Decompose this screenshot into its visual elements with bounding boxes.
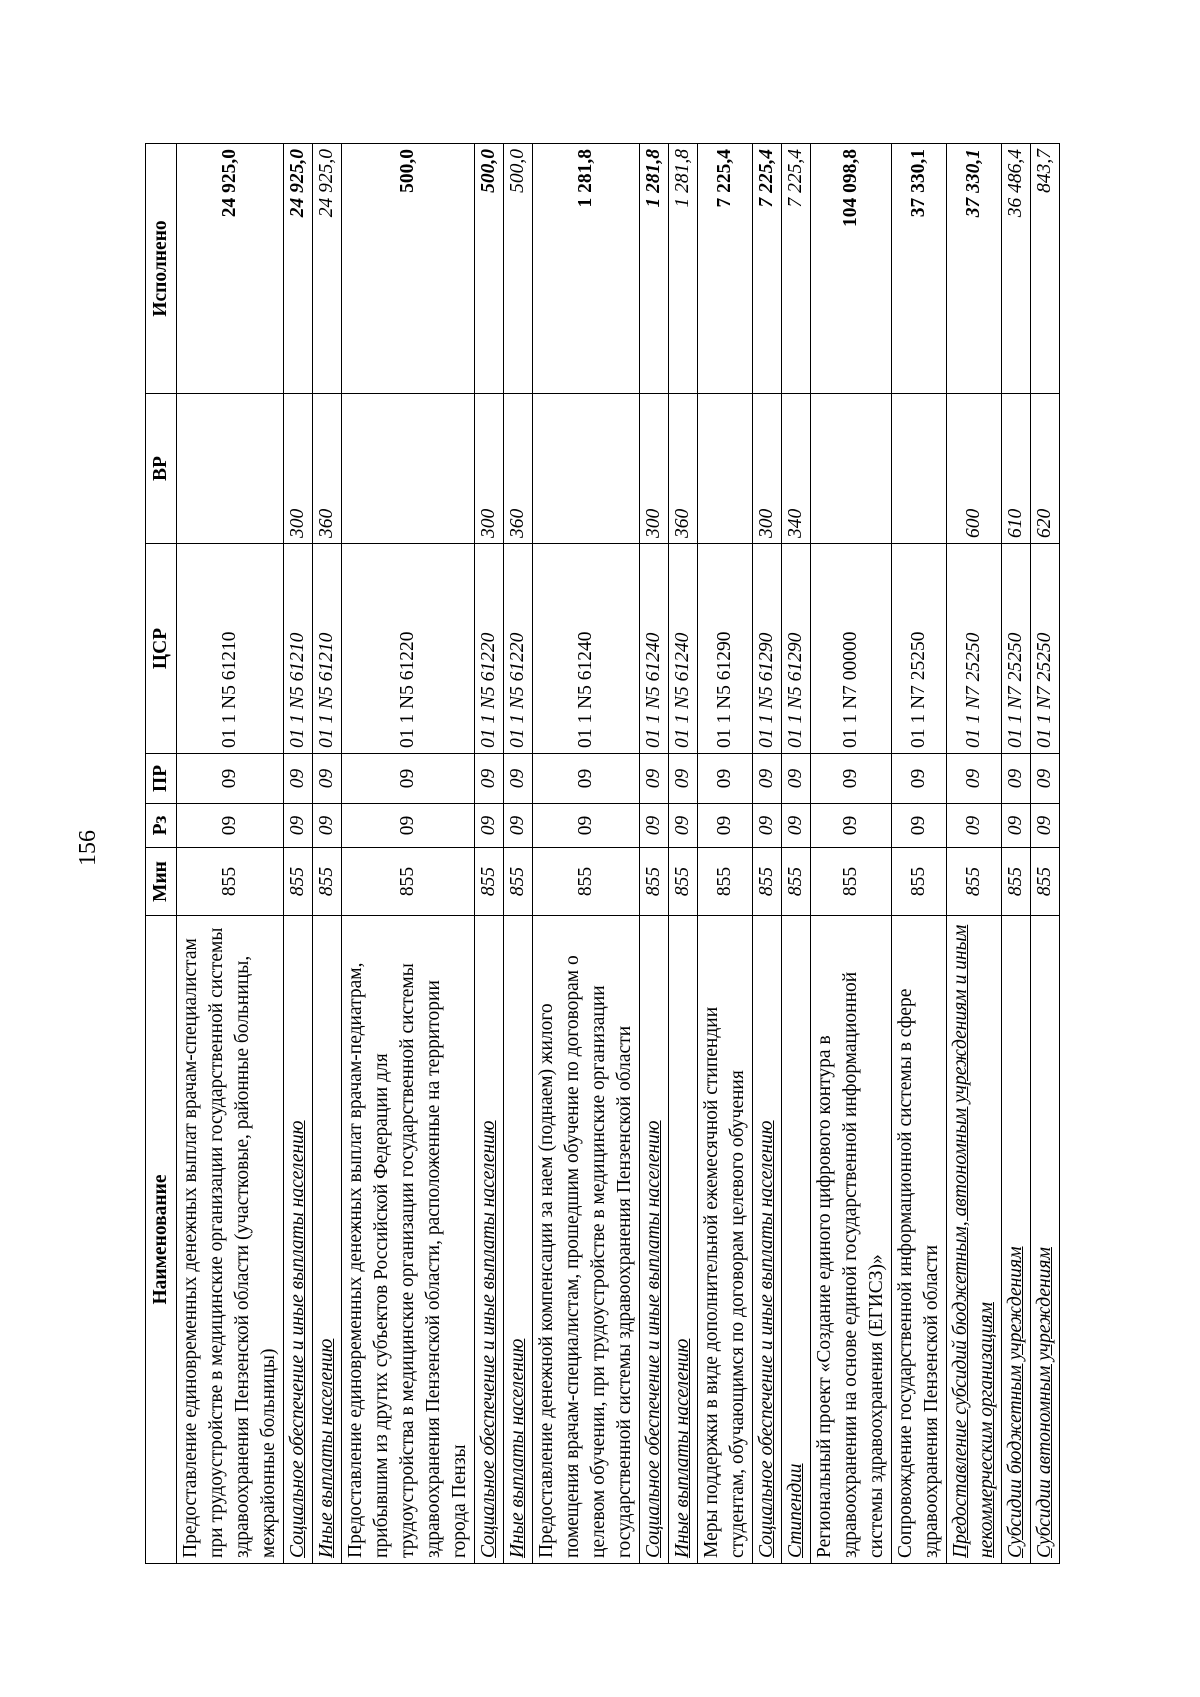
cell-min: 855 — [782, 848, 811, 916]
cell-executed: 7 225,4 — [782, 144, 811, 394]
cell-vr — [892, 394, 947, 544]
cell-csr: 01 1 N5 61210 — [313, 544, 342, 754]
cell-vr: 600 — [947, 394, 1002, 544]
cell-pr: 09 — [1031, 754, 1060, 804]
rotated-table-frame — [145, 144, 1055, 1564]
cell-rz: 09 — [640, 804, 669, 848]
header-vr: ВР — [146, 394, 177, 544]
table-row — [753, 144, 782, 1564]
cell-csr: 01 1 N5 61210 — [177, 544, 284, 754]
cell-name: Иные выплаты населению — [504, 916, 533, 1564]
cell-rz: 09 — [313, 804, 342, 848]
cell-vr: 620 — [1031, 394, 1060, 544]
cell-vr: 360 — [313, 394, 342, 544]
table-row — [533, 144, 640, 1564]
cell-pr: 09 — [533, 754, 640, 804]
cell-min: 855 — [811, 848, 892, 916]
table-row — [782, 144, 811, 1564]
table-header-row — [146, 144, 177, 1564]
cell-csr: 01 1 N5 61290 — [698, 544, 753, 754]
table-row — [811, 144, 892, 1564]
cell-name: Региональный проект «Создание единого цифрового контура в здравоохранении на основе единой государственной информационной системы здравоохранения (ЕГИСЗ)» — [811, 916, 892, 1564]
cell-csr: 01 1 N7 00000 — [811, 544, 892, 754]
cell-min: 855 — [1002, 848, 1031, 916]
cell-csr: 01 1 N7 25250 — [1002, 544, 1031, 754]
cell-csr: 01 1 N5 61290 — [782, 544, 811, 754]
cell-csr: 01 1 N7 25250 — [1031, 544, 1060, 754]
cell-executed: 500,0 — [342, 144, 475, 394]
cell-pr: 09 — [342, 754, 475, 804]
table-row — [313, 144, 342, 1564]
table-row — [640, 144, 669, 1564]
cell-vr — [811, 394, 892, 544]
budget-table — [145, 143, 1060, 1564]
cell-name: Социальное обеспечение и иные выплаты населению — [640, 916, 669, 1564]
cell-csr: 01 1 N5 61220 — [475, 544, 504, 754]
cell-pr: 09 — [698, 754, 753, 804]
cell-name: Стипендии — [782, 916, 811, 1564]
cell-pr: 09 — [892, 754, 947, 804]
cell-name: Иные выплаты населению — [313, 916, 342, 1564]
cell-min: 855 — [504, 848, 533, 916]
cell-name: Предоставление единовременных денежных выплат врачам-педиатрам, прибывшим из других субъектов Российской Федерации для трудоустройства в медицинские организации государственной системы здравоохранения Пензенской области, расположенные на территории города Пензы — [342, 916, 475, 1564]
cell-pr: 09 — [640, 754, 669, 804]
table-row — [892, 144, 947, 1564]
cell-executed: 24 925,0 — [313, 144, 342, 394]
cell-min: 855 — [892, 848, 947, 916]
cell-csr: 01 1 N5 61220 — [342, 544, 475, 754]
cell-csr: 01 1 N5 61210 — [284, 544, 313, 754]
cell-rz: 09 — [1031, 804, 1060, 848]
cell-vr: 300 — [284, 394, 313, 544]
cell-min: 855 — [284, 848, 313, 916]
cell-name: Предоставление единовременных денежных выплат врачам-специалистам при трудоустройстве в медицинские организации государственной системы здравоохранения Пензенской области (участковые, районные больницы, межрайонные больницы) — [177, 916, 284, 1564]
table-row — [475, 144, 504, 1564]
header-csr: ЦСР — [146, 544, 177, 754]
cell-name: Предоставление субсидий бюджетным, автономным учреждениям и иным некоммерческим организациям — [947, 916, 1002, 1564]
cell-name: Иные выплаты населению — [669, 916, 698, 1564]
cell-vr — [533, 394, 640, 544]
cell-rz: 09 — [698, 804, 753, 848]
cell-rz: 09 — [504, 804, 533, 848]
cell-rz: 09 — [533, 804, 640, 848]
cell-executed: 843,7 — [1031, 144, 1060, 394]
cell-pr: 09 — [475, 754, 504, 804]
table-row — [342, 144, 475, 1564]
cell-rz: 09 — [342, 804, 475, 848]
cell-executed: 7 225,4 — [753, 144, 782, 394]
cell-min: 855 — [1031, 848, 1060, 916]
cell-name: Меры поддержки в виде дополнительной ежемесячной стипендии студентам, обучающимся по договорам целевого обучения — [698, 916, 753, 1564]
header-min: Мин — [146, 848, 177, 916]
cell-min: 855 — [342, 848, 475, 916]
cell-min: 855 — [177, 848, 284, 916]
cell-pr: 09 — [782, 754, 811, 804]
cell-csr: 01 1 N5 61240 — [640, 544, 669, 754]
cell-vr: 300 — [640, 394, 669, 544]
cell-pr: 09 — [811, 754, 892, 804]
table-row — [947, 144, 1002, 1564]
cell-executed: 500,0 — [504, 144, 533, 394]
cell-pr: 09 — [284, 754, 313, 804]
cell-rz: 09 — [475, 804, 504, 848]
cell-rz: 09 — [753, 804, 782, 848]
table-row — [698, 144, 753, 1564]
cell-vr — [698, 394, 753, 544]
cell-name: Субсидии бюджетным учреждениям — [1002, 916, 1031, 1564]
table-row — [284, 144, 313, 1564]
cell-executed: 37 330,1 — [947, 144, 1002, 394]
cell-min: 855 — [313, 848, 342, 916]
cell-rz: 09 — [669, 804, 698, 848]
cell-csr: 01 1 N7 25250 — [892, 544, 947, 754]
cell-name: Сопровождение государственной информационной системы в сфере здравоохранения Пензенской области — [892, 916, 947, 1564]
cell-vr — [342, 394, 475, 544]
cell-executed: 1 281,8 — [640, 144, 669, 394]
cell-executed: 1 281,8 — [669, 144, 698, 394]
table-row — [504, 144, 533, 1564]
header-rz: Рз — [146, 804, 177, 848]
cell-rz: 09 — [947, 804, 1002, 848]
table-row — [177, 144, 284, 1564]
cell-csr: 01 1 N5 61240 — [669, 544, 698, 754]
cell-pr: 09 — [313, 754, 342, 804]
cell-pr: 09 — [753, 754, 782, 804]
cell-rz: 09 — [782, 804, 811, 848]
cell-rz: 09 — [177, 804, 284, 848]
cell-min: 855 — [475, 848, 504, 916]
header-executed: Исполнено — [146, 144, 177, 394]
cell-executed: 36 486,4 — [1002, 144, 1031, 394]
cell-vr: 360 — [504, 394, 533, 544]
cell-csr: 01 1 N7 25250 — [947, 544, 1002, 754]
page-number: 156 — [75, 830, 101, 866]
cell-min: 855 — [533, 848, 640, 916]
cell-vr: 340 — [782, 394, 811, 544]
header-pr: ПР — [146, 754, 177, 804]
cell-executed: 7 225,4 — [698, 144, 753, 394]
cell-name: Социальное обеспечение и иные выплаты населению — [475, 916, 504, 1564]
cell-executed: 104 098,8 — [811, 144, 892, 394]
cell-vr: 300 — [753, 394, 782, 544]
cell-executed: 37 330,1 — [892, 144, 947, 394]
cell-executed: 500,0 — [475, 144, 504, 394]
cell-pr: 09 — [1002, 754, 1031, 804]
cell-pr: 09 — [947, 754, 1002, 804]
cell-vr: 300 — [475, 394, 504, 544]
cell-name: Предоставление денежной компенсации за наем (поднаем) жилого помещения врачам-специалистам, прошедшим обучение по договорам о целевом обучении, при трудоустройстве в медицинские организации государственной системы здравоохранения Пензенской области — [533, 916, 640, 1564]
cell-min: 855 — [753, 848, 782, 916]
cell-min: 855 — [698, 848, 753, 916]
cell-csr: 01 1 N5 61290 — [753, 544, 782, 754]
cell-name: Субсидии автономным учреждениям — [1031, 916, 1060, 1564]
cell-name: Социальное обеспечение и иные выплаты населению — [284, 916, 313, 1564]
cell-rz: 09 — [892, 804, 947, 848]
cell-executed: 1 281,8 — [533, 144, 640, 394]
cell-vr: 360 — [669, 394, 698, 544]
table-row — [669, 144, 698, 1564]
cell-vr: 610 — [1002, 394, 1031, 544]
cell-rz: 09 — [1002, 804, 1031, 848]
cell-pr: 09 — [177, 754, 284, 804]
cell-executed: 24 925,0 — [177, 144, 284, 394]
cell-pr: 09 — [669, 754, 698, 804]
cell-vr — [177, 394, 284, 544]
cell-rz: 09 — [284, 804, 313, 848]
cell-rz: 09 — [811, 804, 892, 848]
cell-csr: 01 1 N5 61220 — [504, 544, 533, 754]
cell-executed: 24 925,0 — [284, 144, 313, 394]
cell-min: 855 — [640, 848, 669, 916]
header-name: Наименование — [146, 916, 177, 1564]
cell-pr: 09 — [504, 754, 533, 804]
cell-csr: 01 1 N5 61240 — [533, 544, 640, 754]
table-container — [145, 144, 1055, 1564]
table-row — [1002, 144, 1031, 1564]
cell-min: 855 — [669, 848, 698, 916]
cell-name: Социальное обеспечение и иные выплаты населению — [753, 916, 782, 1564]
table-row — [1031, 144, 1060, 1564]
cell-min: 855 — [947, 848, 1002, 916]
